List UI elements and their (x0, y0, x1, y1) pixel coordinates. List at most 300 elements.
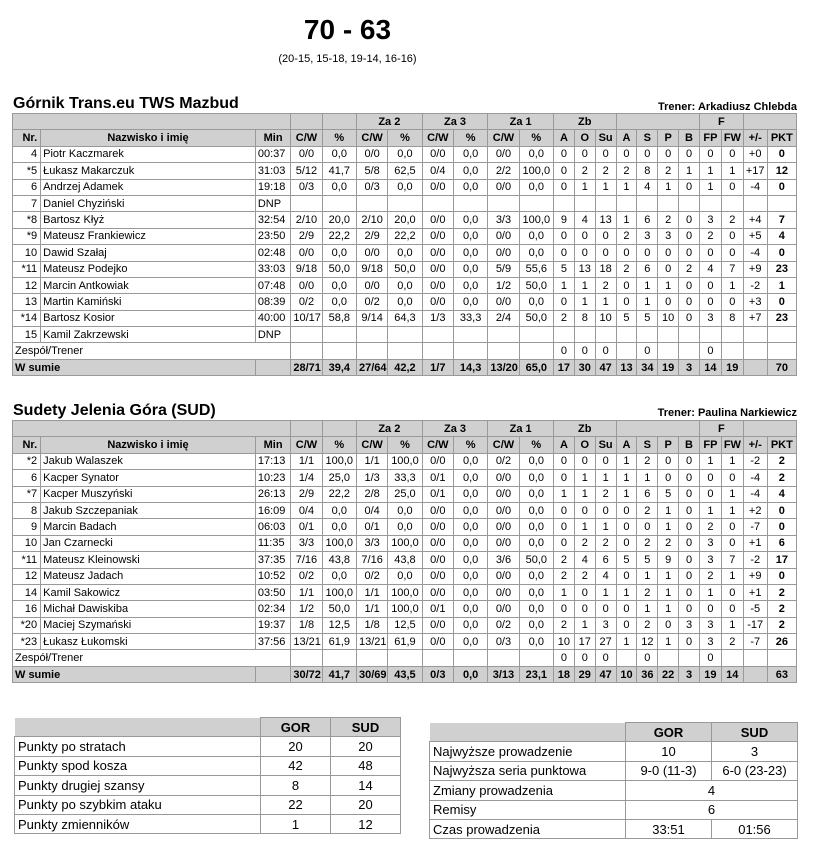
stat-cell: 0,0 (453, 486, 487, 502)
final-score: 70 - 63 (303, 14, 392, 45)
stat-cell (422, 327, 453, 343)
stat-cell (767, 343, 796, 359)
player-number: 14 (13, 584, 41, 600)
stat-cell: 33:03 (255, 261, 290, 277)
total-cell: 30/69 (356, 666, 387, 682)
player-number: *23 (13, 634, 41, 650)
stat-cell: 0,0 (519, 294, 553, 310)
header-za2: Za 2 (356, 114, 422, 130)
stat-cell: 0 (658, 146, 679, 162)
player-number: *11 (13, 261, 41, 277)
stat-cell: 0 (616, 245, 637, 261)
total-cell: 1/7 (422, 359, 453, 375)
stat-cell: 0 (679, 453, 700, 469)
stat-cell (291, 327, 322, 343)
stat-cell: 0 (767, 245, 796, 261)
stat-cell: 0/0 (422, 617, 453, 633)
stat-cell: 0 (679, 245, 700, 261)
stat-cell: 06:03 (255, 519, 290, 535)
stat-cell: 3 (699, 617, 721, 633)
stat-cell: 10 (554, 634, 575, 650)
player-number: 10 (13, 535, 41, 551)
stat-cell: 43,8 (388, 552, 422, 568)
stat-cell: 0/1 (422, 486, 453, 502)
stat-cell: 1 (658, 584, 679, 600)
column-header: O (574, 437, 595, 453)
header-blank (616, 421, 699, 437)
points-row (15, 756, 401, 775)
stat-cell: 0,0 (519, 470, 553, 486)
stat-cell (658, 343, 679, 359)
stat-cell: 0,0 (519, 453, 553, 469)
stat-cell: 0 (554, 453, 575, 469)
player-name: Andrzej Adamek (41, 179, 256, 195)
stat-cell (291, 343, 322, 359)
stat-cell: 2 (574, 163, 595, 179)
stat-cell: 0 (616, 519, 637, 535)
column-header: % (388, 130, 422, 146)
stat-cell: 2 (721, 212, 743, 228)
column-header: C/W (356, 130, 387, 146)
stat-cell: 32:54 (255, 212, 290, 228)
stat-cell: 0,0 (519, 535, 553, 551)
stat-cell: 1 (637, 294, 658, 310)
stat-cell: 03:50 (255, 584, 290, 600)
stat-cell: 2/9 (291, 228, 322, 244)
stat-cell (356, 195, 387, 211)
stat-cell: 1 (595, 179, 616, 195)
stat-cell: 23 (767, 261, 796, 277)
stat-cell: 1 (658, 601, 679, 617)
stat-cell: 0 (699, 343, 721, 359)
stat-cell: 1 (699, 502, 721, 518)
column-header: S (637, 130, 658, 146)
total-cell: 13 (616, 359, 637, 375)
stat-cell: 1 (574, 179, 595, 195)
stat-cell: 0/4 (356, 502, 387, 518)
player-row (13, 502, 797, 518)
stat-cell: 1 (721, 277, 743, 293)
column-header: Su (595, 130, 616, 146)
stat-cell (255, 359, 290, 375)
stat-cell (616, 650, 637, 666)
stat-cell: 0 (699, 245, 721, 261)
total-cell: 23,1 (519, 666, 553, 682)
stat-cell: 0 (574, 245, 595, 261)
stat-cell: 17 (574, 634, 595, 650)
player-row (13, 179, 797, 195)
stat-cell: 3/3 (488, 212, 519, 228)
stat-cell: 0/0 (488, 519, 519, 535)
stat-cell: 33,3 (388, 470, 422, 486)
stat-cell: 1 (721, 502, 743, 518)
stat-cell: 0/3 (356, 179, 387, 195)
player-number: *5 (13, 163, 41, 179)
stat-cell: 50,0 (519, 310, 553, 326)
header-fouls: F (699, 421, 743, 437)
stat-cell: 3 (679, 617, 700, 633)
points-team1: 20 (261, 737, 331, 756)
stat-cell: 1 (637, 277, 658, 293)
stat-cell: 2/10 (291, 212, 322, 228)
stat-cell: 00:37 (255, 146, 290, 162)
stat-cell: 0,0 (453, 634, 487, 650)
stat-cell: 0 (554, 535, 575, 551)
stat-cell: 12,5 (322, 617, 356, 633)
total-cell: 14,3 (453, 359, 487, 375)
stat-cell (322, 327, 356, 343)
stat-cell: 0 (767, 502, 796, 518)
stat-cell: 0 (616, 535, 637, 551)
stat-cell: 0,0 (388, 277, 422, 293)
stat-cell (488, 195, 519, 211)
stat-cell: 1/1 (291, 453, 322, 469)
stat-cell: 4 (767, 228, 796, 244)
header-blank (13, 114, 291, 130)
stat-cell: 2 (767, 601, 796, 617)
stat-cell: 0 (679, 601, 700, 617)
total-row-label: W sumie (13, 359, 256, 375)
stat-cell: 1 (721, 486, 743, 502)
stat-cell: 2/2 (488, 163, 519, 179)
player-row (13, 453, 797, 469)
quarter-scores: (20-15, 15-18, 19-14, 16-16) (278, 53, 417, 65)
stat-cell: 1 (616, 470, 637, 486)
stat-cell (519, 343, 553, 359)
player-number: 7 (13, 195, 41, 211)
stat-cell: 0 (767, 519, 796, 535)
stat-cell: 2 (554, 552, 575, 568)
stat-cell: -4 (743, 486, 767, 502)
stat-cell (699, 327, 721, 343)
column-header: C/W (422, 437, 453, 453)
stat-cell: 37:56 (255, 634, 290, 650)
player-row (13, 163, 797, 179)
stat-cell: 08:39 (255, 294, 290, 310)
stat-cell: 0,0 (388, 568, 422, 584)
stat-cell: 0 (679, 552, 700, 568)
stat-cell: 02:48 (255, 245, 290, 261)
points-team2: 12 (331, 814, 401, 833)
stat-cell (388, 650, 422, 666)
lead-team1: 10 (626, 742, 712, 761)
points-team1: 1 (261, 814, 331, 833)
column-header: C/W (356, 437, 387, 453)
player-number: 9 (13, 519, 41, 535)
header-blank (13, 421, 291, 437)
stat-cell (743, 650, 767, 666)
stat-cell: 2/9 (291, 486, 322, 502)
stat-cell: 4 (574, 212, 595, 228)
stat-cell: 0,0 (388, 519, 422, 535)
player-name: Jan Czarnecki (41, 535, 256, 551)
stat-cell: 3 (595, 617, 616, 633)
header-zb: Zb (554, 114, 617, 130)
stat-cell: +17 (743, 163, 767, 179)
player-row (13, 327, 797, 343)
stat-cell (679, 195, 700, 211)
points-team2: 20 (331, 737, 401, 756)
stat-cell: 22,2 (322, 228, 356, 244)
stat-cell: 0 (721, 535, 743, 551)
stat-cell: 0/0 (488, 179, 519, 195)
stat-cell: 37:35 (255, 552, 290, 568)
stat-cell: 1 (721, 617, 743, 633)
stat-cell: 0/0 (488, 601, 519, 617)
lead-summary-table (429, 722, 798, 839)
stat-cell: 23:50 (255, 228, 290, 244)
stat-cell: 1 (574, 277, 595, 293)
player-name: Mateusz Jadach (41, 568, 256, 584)
points-team1: 8 (261, 776, 331, 795)
stat-cell: 3 (699, 535, 721, 551)
stat-cell (488, 650, 519, 666)
team-row (13, 650, 797, 666)
stat-cell: 0/0 (422, 568, 453, 584)
stat-cell: 0 (574, 228, 595, 244)
player-number: *8 (13, 212, 41, 228)
stat-cell: 0 (554, 519, 575, 535)
stat-cell (699, 195, 721, 211)
stat-cell: 0/0 (422, 453, 453, 469)
stat-cell: 2 (658, 163, 679, 179)
player-name: Bartosz Kosior (41, 310, 256, 326)
stat-cell: 0/0 (488, 294, 519, 310)
stat-cell: 100,0 (519, 212, 553, 228)
header-team1: GOR (626, 723, 712, 742)
player-row (13, 601, 797, 617)
stat-cell (388, 327, 422, 343)
stat-cell: 3 (699, 552, 721, 568)
stat-cell: 0 (595, 601, 616, 617)
stat-cell: 2 (767, 584, 796, 600)
stat-cell: 1 (658, 634, 679, 650)
stat-cell: 8 (637, 163, 658, 179)
stat-cell: 5 (616, 552, 637, 568)
stat-cell (519, 327, 553, 343)
stat-cell: 7/16 (356, 552, 387, 568)
stat-cell: 1 (699, 453, 721, 469)
stat-cell: 1 (616, 486, 637, 502)
header-za2: Za 2 (356, 421, 422, 437)
column-header: FP (699, 130, 721, 146)
header-blank (291, 421, 322, 437)
stat-cell: 0/0 (488, 502, 519, 518)
stat-cell (453, 343, 487, 359)
column-header: PKT (767, 130, 796, 146)
stat-cell: 0,0 (453, 552, 487, 568)
lead-row (430, 761, 798, 780)
stat-cell: 1/8 (291, 617, 322, 633)
stat-cell: 0/1 (422, 601, 453, 617)
stat-cell: 1 (616, 179, 637, 195)
stat-cell: 0,0 (453, 245, 487, 261)
stat-cell (616, 343, 637, 359)
total-cell: 10 (616, 666, 637, 682)
stat-cell: 1 (554, 486, 575, 502)
total-cell: 42,2 (388, 359, 422, 375)
stat-cell (767, 650, 796, 666)
player-row (13, 228, 797, 244)
stat-cell: 0,0 (519, 568, 553, 584)
total-cell: 3 (679, 666, 700, 682)
player-number: 10 (13, 245, 41, 261)
player-number: 12 (13, 277, 41, 293)
stat-cell: 13 (595, 212, 616, 228)
stat-cell: 0,0 (519, 179, 553, 195)
stat-cell (721, 343, 743, 359)
stat-cell: 3 (658, 228, 679, 244)
stat-cell: 1 (658, 502, 679, 518)
stat-cell: 0 (595, 146, 616, 162)
stat-cell: 0/2 (291, 568, 322, 584)
stat-cell: 1 (595, 470, 616, 486)
stat-cell (422, 195, 453, 211)
stat-cell: 0/0 (291, 245, 322, 261)
stat-cell: 0,0 (453, 470, 487, 486)
lead-team2: 6-0 (23-23) (712, 761, 798, 780)
stat-cell (322, 650, 356, 666)
stat-cell (519, 650, 553, 666)
stat-cell: 0 (679, 535, 700, 551)
stat-cell: DNP (255, 195, 290, 211)
stat-cell: 100,0 (388, 535, 422, 551)
stat-cell: 6 (637, 261, 658, 277)
stat-cell: 33,3 (453, 310, 487, 326)
total-cell: 34 (637, 359, 658, 375)
stat-cell: 0/0 (422, 502, 453, 518)
stat-cell: 0 (721, 146, 743, 162)
player-number: *7 (13, 486, 41, 502)
stat-cell: 40:00 (255, 310, 290, 326)
total-cell: 3 (679, 359, 700, 375)
stat-cell: 25,0 (322, 470, 356, 486)
player-name: Łukasz Łukomski (41, 634, 256, 650)
stat-cell: 1/1 (356, 601, 387, 617)
points-team2: 48 (331, 756, 401, 775)
stat-cell (422, 343, 453, 359)
stat-cell: 2 (554, 617, 575, 633)
stat-cell: 1 (574, 470, 595, 486)
stat-cell: 1 (658, 519, 679, 535)
stat-cell: 3 (699, 310, 721, 326)
column-header: B (679, 437, 700, 453)
column-header: A (616, 437, 637, 453)
column-header: A (554, 130, 575, 146)
stat-cell: 0 (679, 228, 700, 244)
stat-cell: 10 (658, 310, 679, 326)
player-number: *2 (13, 453, 41, 469)
stat-cell (616, 195, 637, 211)
player-number: 4 (13, 146, 41, 162)
stat-cell: 0,0 (388, 146, 422, 162)
stat-cell: 100,0 (388, 584, 422, 600)
stat-cell (721, 195, 743, 211)
stat-cell: 13/21 (291, 634, 322, 650)
stat-cell: 0 (554, 228, 575, 244)
lead-team1: 33:51 (626, 819, 712, 838)
stat-cell: 1/2 (291, 601, 322, 617)
lead-merged-value: 6 (626, 800, 798, 819)
total-row-label: W sumie (13, 666, 256, 682)
stat-cell: 0 (699, 650, 721, 666)
header-team2: SUD (331, 718, 401, 737)
column-header: FW (721, 437, 743, 453)
total-row (13, 359, 797, 375)
player-name: Jakub Walaszek (41, 453, 256, 469)
player-name: Mateusz Podejko (41, 261, 256, 277)
stat-cell: 6 (767, 535, 796, 551)
stat-cell: 1 (616, 584, 637, 600)
stat-cell: 2 (637, 617, 658, 633)
player-number: *14 (13, 310, 41, 326)
header-blank (322, 114, 356, 130)
stat-cell: +2 (743, 502, 767, 518)
stat-cell: 2 (554, 310, 575, 326)
stat-cell: 0,0 (453, 294, 487, 310)
header-team1: GOR (261, 718, 331, 737)
stat-cell: 0 (574, 343, 595, 359)
stat-cell: 1 (574, 617, 595, 633)
stat-cell: 02:34 (255, 601, 290, 617)
column-header: % (519, 130, 553, 146)
stat-cell (356, 327, 387, 343)
stat-cell: 0 (679, 634, 700, 650)
player-name: Kacper Synator (41, 470, 256, 486)
stat-cell: 100,0 (519, 163, 553, 179)
stat-cell: -7 (743, 519, 767, 535)
stat-cell: 0 (699, 601, 721, 617)
stat-cell: 5 (658, 486, 679, 502)
stat-cell (637, 195, 658, 211)
stat-cell: 0 (699, 486, 721, 502)
column-header: % (322, 130, 356, 146)
stat-cell: 0,0 (388, 245, 422, 261)
stat-cell: 10 (595, 310, 616, 326)
stat-cell: 0/0 (422, 212, 453, 228)
stat-cell (679, 650, 700, 666)
stat-cell: 0/4 (291, 502, 322, 518)
stat-cell: 0/2 (356, 294, 387, 310)
lead-label: Remisy (430, 800, 626, 819)
stat-cell: 0/2 (291, 294, 322, 310)
stat-cell (322, 343, 356, 359)
stat-cell: 4 (637, 179, 658, 195)
stat-cell: 11:35 (255, 535, 290, 551)
stat-cell: 7 (767, 212, 796, 228)
stat-cell: +5 (743, 228, 767, 244)
stat-cell (658, 327, 679, 343)
stat-cell: +9 (743, 568, 767, 584)
player-row (13, 552, 797, 568)
total-cell (743, 666, 767, 682)
stat-cell: 0 (679, 310, 700, 326)
stat-cell: 0 (721, 294, 743, 310)
stat-cell (453, 195, 487, 211)
total-cell: 70 (767, 359, 796, 375)
player-row (13, 519, 797, 535)
stat-cell: 2 (699, 568, 721, 584)
header-blank (322, 421, 356, 437)
total-cell: 43,5 (388, 666, 422, 682)
stat-cell: 9/14 (356, 310, 387, 326)
player-number: *9 (13, 228, 41, 244)
stat-cell: 1/3 (356, 470, 387, 486)
stat-cell: 0 (595, 453, 616, 469)
stat-cell: 0 (554, 146, 575, 162)
points-row (15, 795, 401, 814)
stat-cell: 2 (699, 519, 721, 535)
